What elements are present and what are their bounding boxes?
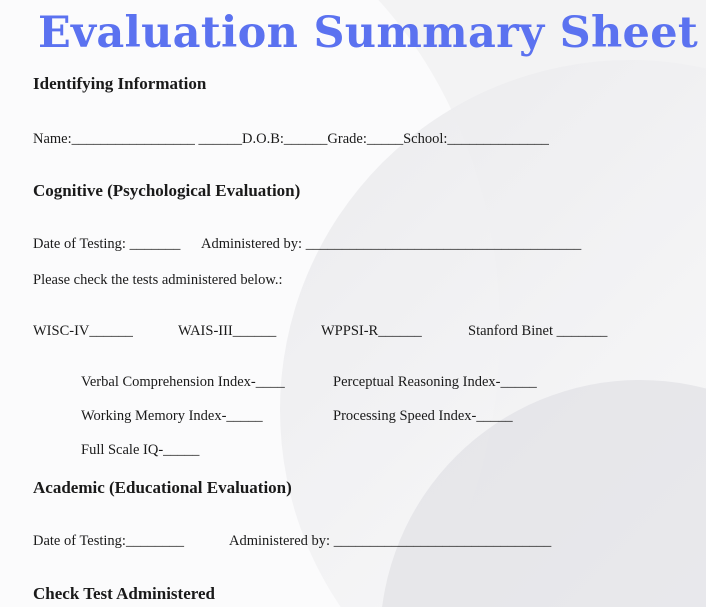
index-working-memory: Working Memory Index-_____ [81, 408, 263, 424]
test-option-wais: WAIS-III______ [178, 323, 277, 339]
academic-administered-by: Administered by: ______________________________ [229, 533, 552, 549]
test-option-wisc: WISC-IV______ [33, 323, 133, 339]
academic-date-of-testing: Date of Testing:________ [33, 533, 184, 549]
index-full-scale-iq: Full Scale IQ-_____ [81, 442, 200, 458]
index-perceptual-reasoning: Perceptual Reasoning Index-_____ [333, 374, 537, 390]
identifying-fields-line: Name:_________________ ______D.O.B:______Grade:_____School:______________ [33, 131, 549, 147]
index-verbal-comprehension: Verbal Comprehension Index-____ [81, 374, 285, 390]
cognitive-date-of-testing: Date of Testing: _______ [33, 236, 181, 252]
section-heading-academic: Academic (Educational Evaluation) [33, 478, 292, 497]
document-title: Evaluation Summary Sheet [37, 8, 699, 58]
section-heading-identifying: Identifying Information [33, 74, 207, 93]
index-processing-speed: Processing Speed Index-_____ [333, 408, 513, 424]
cognitive-administered-by: Administered by: ______________________________________ [201, 236, 582, 252]
section-heading-cognitive: Cognitive (Psychological Evaluation) [33, 181, 301, 200]
test-option-stanford-binet: Stanford Binet _______ [468, 323, 608, 339]
cognitive-instruction: Please check the tests administered below.: [33, 272, 283, 288]
test-option-wppsi: WPPSI-R______ [321, 323, 422, 339]
section-heading-check-test: Check Test Administered [33, 584, 215, 603]
